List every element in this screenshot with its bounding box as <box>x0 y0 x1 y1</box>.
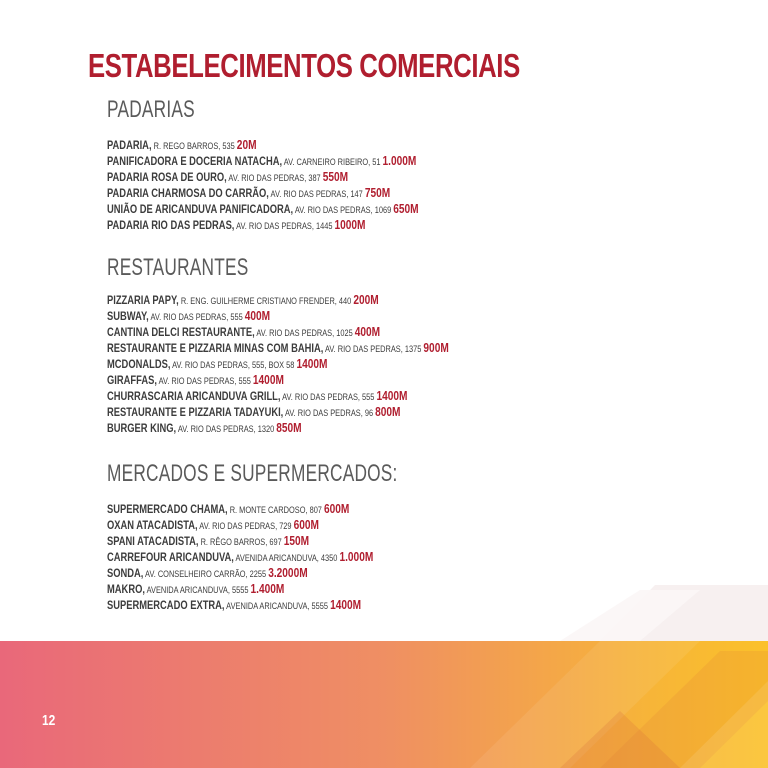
business-address: AV. RIO DAS PEDRAS, 555 <box>280 392 377 403</box>
business-name: OXAN ATACADISTA, <box>107 518 198 532</box>
business-address: AV. RIO DAS PEDRAS, 1445 <box>234 221 335 232</box>
list-item <box>107 308 449 324</box>
business-address: AV. RIO DAS PEDRAS, 555, BOX 58 <box>170 360 297 371</box>
business-name: CARREFOUR ARICANDUVA, <box>107 550 234 564</box>
business-distance: 600M <box>323 501 350 516</box>
business-address: AV. RIO DAS PEDRAS, 1025 <box>254 328 355 339</box>
business-address: AV. RIO DAS PEDRAS, 147 <box>268 189 365 200</box>
business-distance: 750M <box>364 185 391 200</box>
business-name: MAKRO, <box>107 582 145 596</box>
business-name: PANIFICADORA E DOCERIA NATACHA, <box>107 154 283 168</box>
business-name: RESTAURANTE E PIZZARIA TADAYUKI, <box>107 405 284 419</box>
business-distance: 800M <box>375 404 401 419</box>
business-address: AV. RIO DAS PEDRAS, 96 <box>283 408 376 419</box>
decor-shape-light <box>600 585 768 641</box>
list-item <box>107 185 419 201</box>
business-address: R. RÊGO BARROS, 697 <box>198 537 284 548</box>
business-name: PIZZARIA PAPY, <box>107 293 179 307</box>
business-address: AV. RIO DAS PEDRAS, 1069 <box>293 205 394 216</box>
business-distance: 1400M <box>252 372 284 387</box>
business-name: RESTAURANTE E PIZZARIA MINAS COM BAHIA, <box>107 341 324 355</box>
business-name: SPANI ATACADISTA, <box>107 534 199 548</box>
business-name: PADARIA CHARMOSA DO CARRÃO, <box>107 186 269 200</box>
business-address: AV. CONSELHEIRO CARRÃO, 2255 <box>143 569 269 580</box>
list-item <box>107 533 373 549</box>
section-heading-padarias: PADARIAS <box>107 96 195 123</box>
business-distance: 1.000M <box>339 549 374 564</box>
business-distance: 900M <box>423 340 449 355</box>
list-item <box>107 565 373 581</box>
business-name: SONDA, <box>107 566 144 580</box>
list-item <box>107 372 449 388</box>
business-distance: 1000M <box>334 217 366 232</box>
list-item <box>107 388 449 404</box>
business-address: R. MONTE CARDOSO, 807 <box>227 505 324 516</box>
business-name: SUPERMERCADO CHAMA, <box>107 502 228 516</box>
business-distance: 400M <box>244 308 271 323</box>
business-distance: 20M <box>236 137 257 152</box>
business-distance: 150M <box>283 533 310 548</box>
footer-pattern <box>0 641 768 768</box>
list-item <box>107 597 373 613</box>
list-item <box>107 404 449 420</box>
list-item <box>107 169 419 185</box>
list-item <box>107 153 419 169</box>
business-name: PADARIA, <box>107 138 152 152</box>
business-name: PADARIA RIO DAS PEDRAS, <box>107 218 235 232</box>
list-item <box>107 517 373 533</box>
business-address: AV. RIO DAS PEDRAS, 555 <box>148 312 245 323</box>
business-address: AVENIDA ARICANDUVA, 4350 <box>233 553 340 564</box>
list-item <box>107 292 449 308</box>
business-name: CHURRASCARIA ARICANDUVA GRILL, <box>107 389 281 403</box>
business-distance: 550M <box>322 169 349 184</box>
footer-band <box>0 641 768 768</box>
business-address: AVENIDA ARICANDUVA, 5555 <box>224 601 331 612</box>
restaurantes-list <box>107 292 545 436</box>
list-item <box>107 340 449 356</box>
business-address: AV. CARNEIRO RIBEIRO, 51 <box>282 157 383 168</box>
page-title: ESTABELECIMENTOS COMERCIAIS <box>88 47 520 84</box>
business-name: PADARIA ROSA DE OURO, <box>107 170 227 184</box>
list-item <box>107 420 449 436</box>
business-name: UNIÃO DE ARICANDUVA PANIFICADORA, <box>107 202 294 216</box>
list-item <box>107 324 449 340</box>
padarias-list <box>107 137 507 233</box>
list-item <box>107 501 373 517</box>
business-distance: 400M <box>354 324 381 339</box>
business-address: AV. RIO DAS PEDRAS, 729 <box>197 521 294 532</box>
list-item <box>107 201 419 217</box>
section-heading-mercados: MERCADOS E SUPERMERCADOS: <box>107 460 398 487</box>
business-distance: 1400M <box>376 388 408 403</box>
page-number: 12 <box>42 712 56 729</box>
business-distance: 600M <box>293 517 319 532</box>
mercados-list <box>107 501 448 613</box>
business-distance: 1.400M <box>250 581 285 596</box>
section-heading-restaurantes: RESTAURANTES <box>107 254 249 281</box>
business-distance: 850M <box>276 420 302 435</box>
business-name: CANTINA DELCI RESTAURANTE, <box>107 325 255 339</box>
business-name: SUBWAY, <box>107 309 149 323</box>
business-name: BURGER KING, <box>107 421 177 435</box>
list-item <box>107 356 449 372</box>
business-distance: 1400M <box>296 356 328 371</box>
business-address: R. ENG. GUILHERME CRISTIANO FRENDER, 440 <box>178 296 354 307</box>
business-address: AV. RIO DAS PEDRAS, 555 <box>156 376 253 387</box>
list-item <box>107 137 419 153</box>
business-distance: 1.000M <box>382 153 417 168</box>
business-distance: 200M <box>353 292 379 307</box>
business-address: R. REGO BARROS, 535 <box>151 141 237 152</box>
business-name: MCDONALDS, <box>107 357 171 371</box>
business-distance: 3.2000M <box>268 565 308 580</box>
list-item <box>107 217 419 233</box>
list-item <box>107 549 373 565</box>
business-address: AVENIDA ARICANDUVA, 5555 <box>144 585 251 596</box>
business-name: SUPERMERCADO EXTRA, <box>107 598 225 612</box>
list-item <box>107 581 373 597</box>
business-address: AV. RIO DAS PEDRAS, 1375 <box>323 344 424 355</box>
business-distance: 1400M <box>330 597 362 612</box>
business-address: AV. RIO DAS PEDRAS, 387 <box>226 173 323 184</box>
business-address: AV. RIO DAS PEDRAS, 1320 <box>176 424 277 435</box>
business-name: GIRAFFAS, <box>107 373 157 387</box>
decor-shape-faint <box>560 590 700 641</box>
business-distance: 650M <box>393 201 419 216</box>
